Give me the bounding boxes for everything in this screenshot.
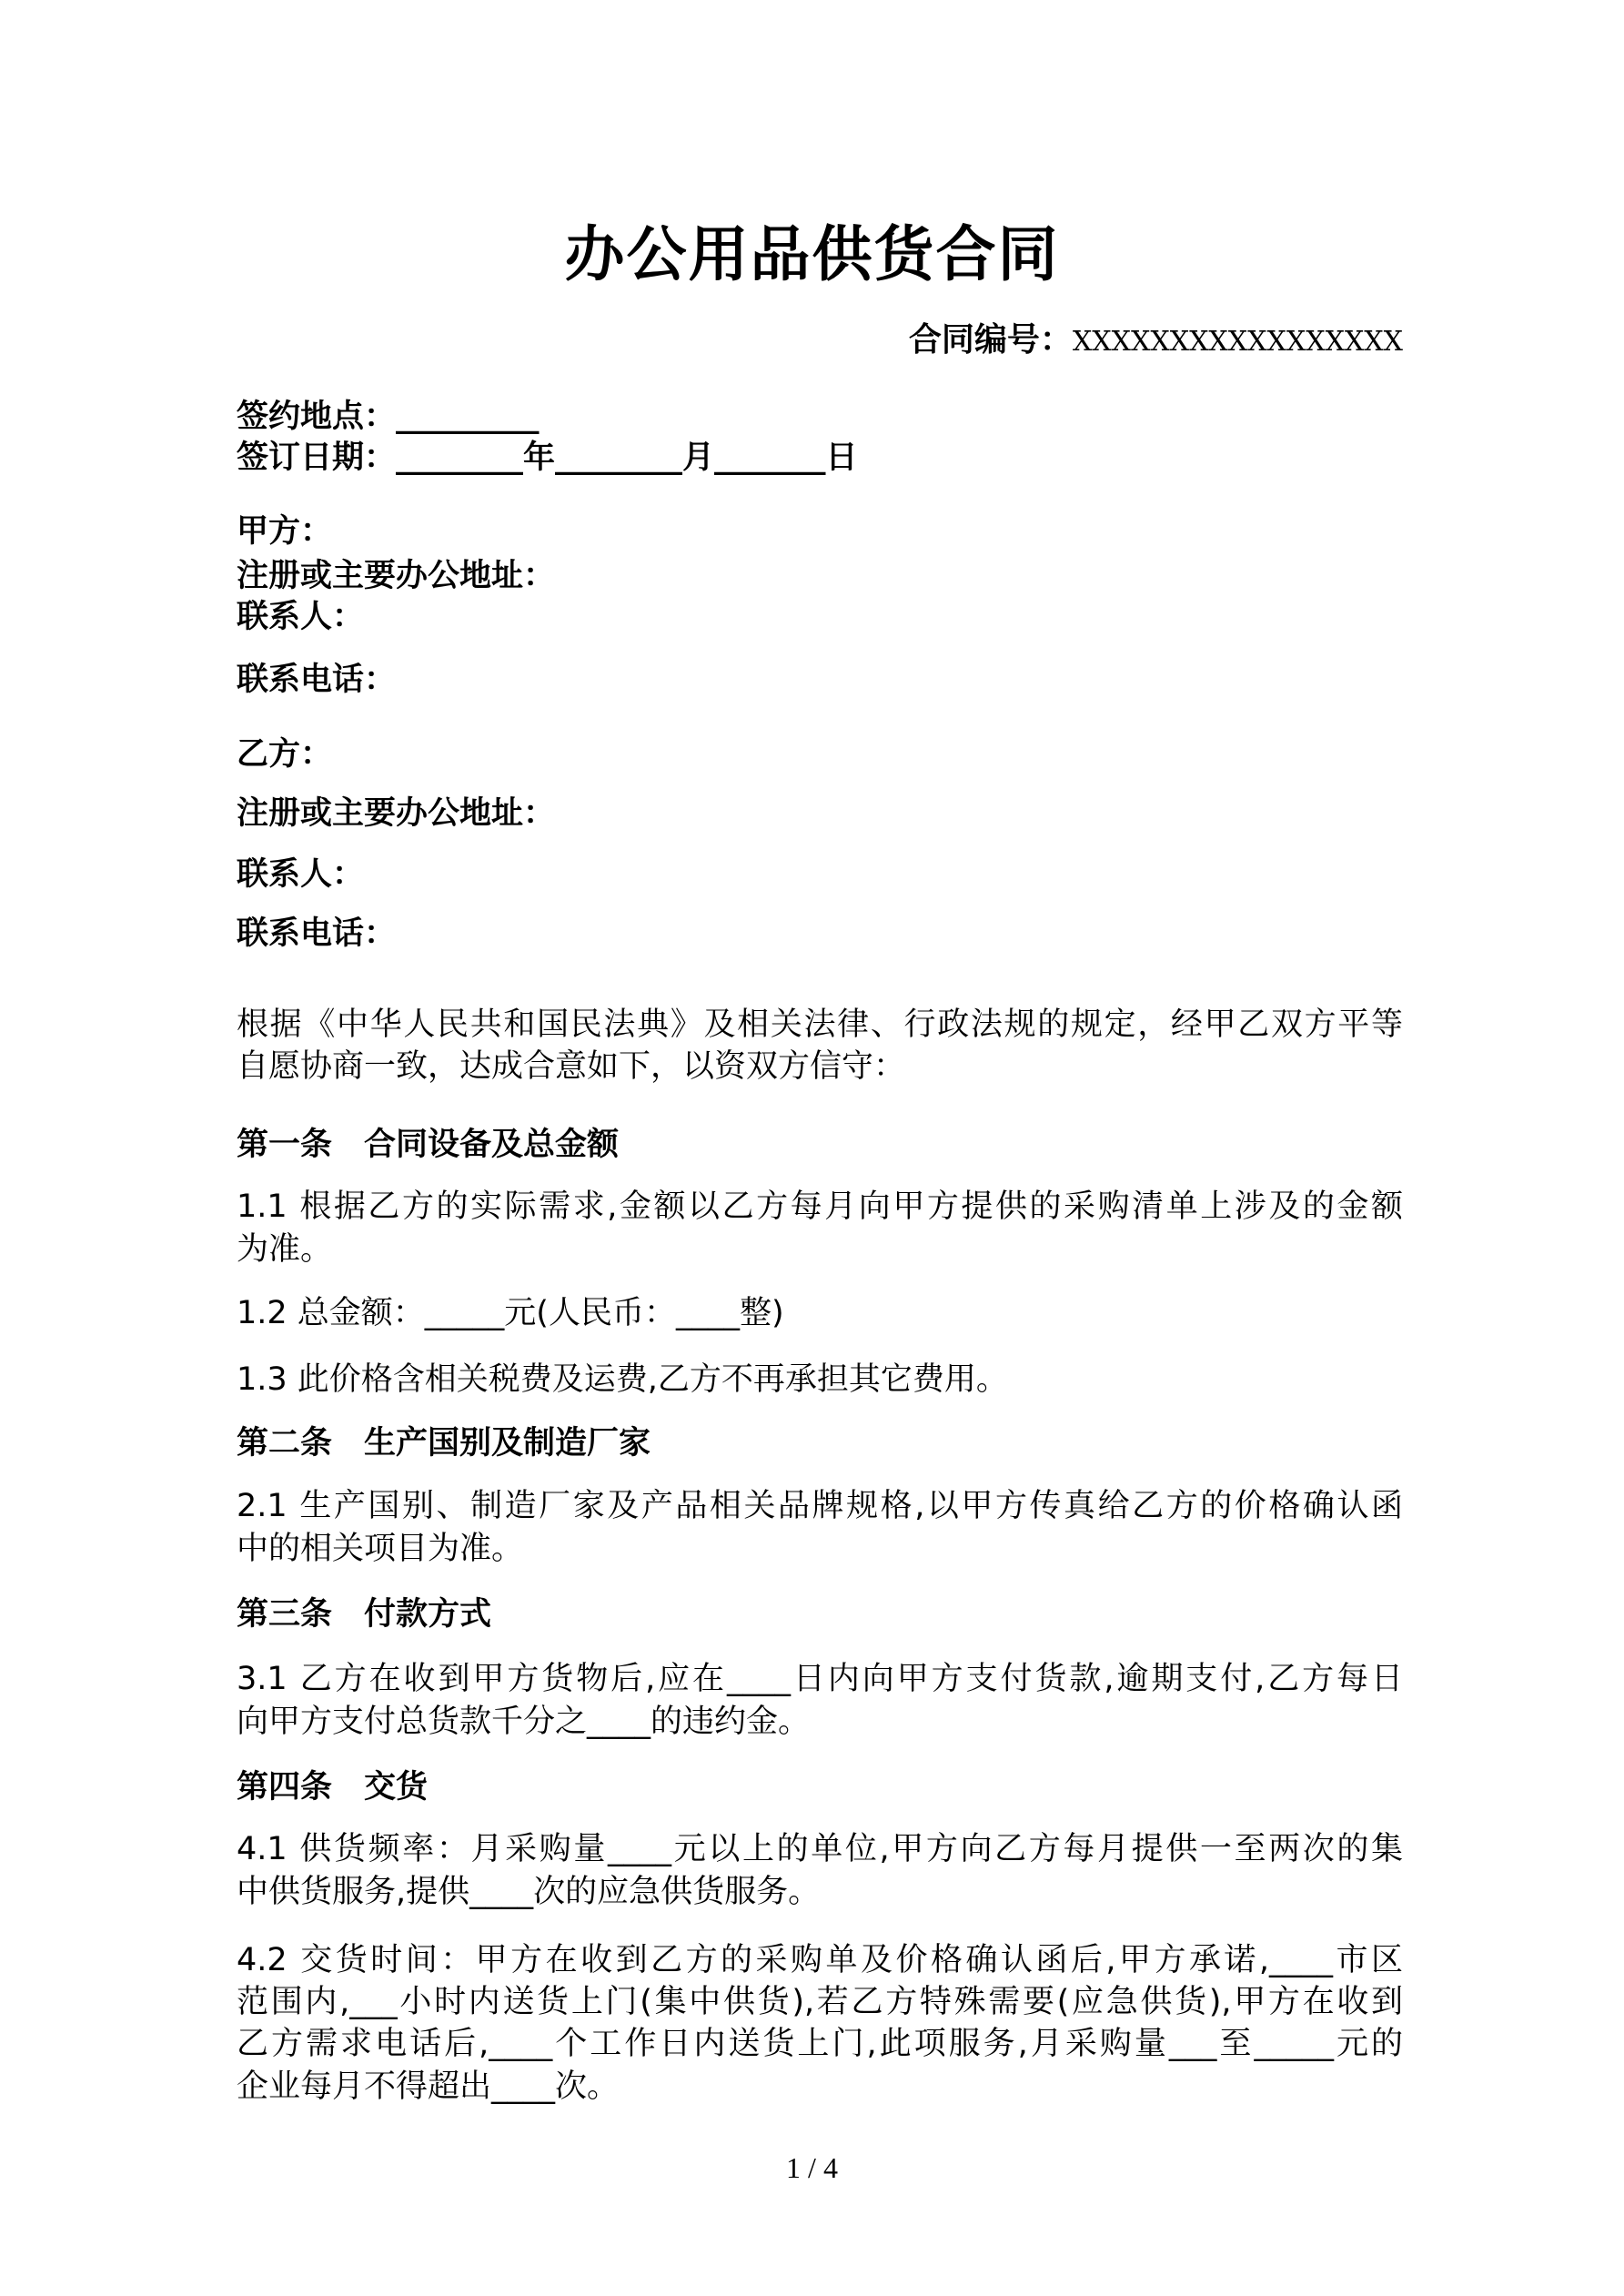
clause-3-1: 向甲方支付总货款千分之____的违约金。 [237,1704,811,1740]
party-a-address: 注册或主要办公地址： [237,558,556,594]
clause-4-2: 乙方需求电话后,____个工作日内送货上门,此项服务,月采购量___至_____元的 [237,2026,1403,2062]
article-3-heading: 第三条 付款方式 [237,1596,492,1633]
party-b-phone: 联系电话： [237,915,397,952]
party-b-address: 注册或主要办公地址： [237,795,556,832]
sign-place: 签约地点：_________ [237,399,540,435]
document-title: 办公用品供货合同 [564,219,1060,289]
party-a-phone: 联系电话： [237,662,397,698]
contract-number-value: XXXXXXXXXXXXXXXXX [1072,326,1403,358]
party-a-contact: 联系人： [237,599,365,635]
clause-4-2: 企业每月不得超出____次。 [237,2068,620,2105]
clause-2-1: 中的相关项目为准。 [237,1531,524,1567]
page-number: 1 / 4 [786,2151,838,2184]
clause-4-2: 4.2 交货时间：甲方在收到乙方的采购单及价格确认函后,甲方承诺,____市区 [237,1942,1403,1978]
clause-1-1: 1.1 根据乙方的实际需求,金额以乙方每月向甲方提供的采购清单上涉及的金额 [237,1188,1403,1225]
sign-date: 签订日期：________年________月_______日 [237,440,858,476]
article-2-heading: 第二条 生产国别及制造厂家 [237,1425,651,1462]
contract-number [909,320,1403,362]
clause-1-1: 为准。 [237,1231,333,1268]
clause-1-2: 1.2 总金额：_____元(人民币：____整) [237,1295,784,1331]
party-a-name: 甲方： [237,513,333,550]
clause-3-1: 3.1 乙方在收到甲方货物后,应在____日内向甲方支付货款,逾期支付,乙方每日 [237,1661,1403,1697]
party-b-contact: 联系人： [237,856,365,893]
intro-line: 根据《中华人民共和国民法典》及相关法律、行政法规的规定，经甲乙双方平等 [237,1006,1403,1043]
intro-line: 自愿协商一致，达成合意如下，以资双方信守： [237,1048,906,1085]
clause-1-3: 1.3 此价格含相关税费及运费,乙方不再承担其它费用。 [237,1361,1008,1398]
clause-4-1: 4.1 供货频率：月采购量____元以上的单位,甲方向乙方每月提供一至两次的集 [237,1831,1403,1867]
clause-4-2: 范围内,___小时内送货上门(集中供货),若乙方特殊需要(应急供货),甲方在收到 [237,1984,1403,2020]
clause-4-1: 中供货服务,提供____次的应急供货服务。 [237,1874,821,1910]
contract-number-label: 合同编号： [908,321,1073,359]
article-4-heading: 第四条 交货 [237,1769,429,1805]
clause-2-1: 2.1 生产国别、制造厂家及产品相关品牌规格,以甲方传真给乙方的价格确认函 [237,1488,1403,1524]
party-b-name: 乙方： [237,736,333,773]
article-1-heading: 第一条 合同设备及总金额 [237,1127,620,1163]
